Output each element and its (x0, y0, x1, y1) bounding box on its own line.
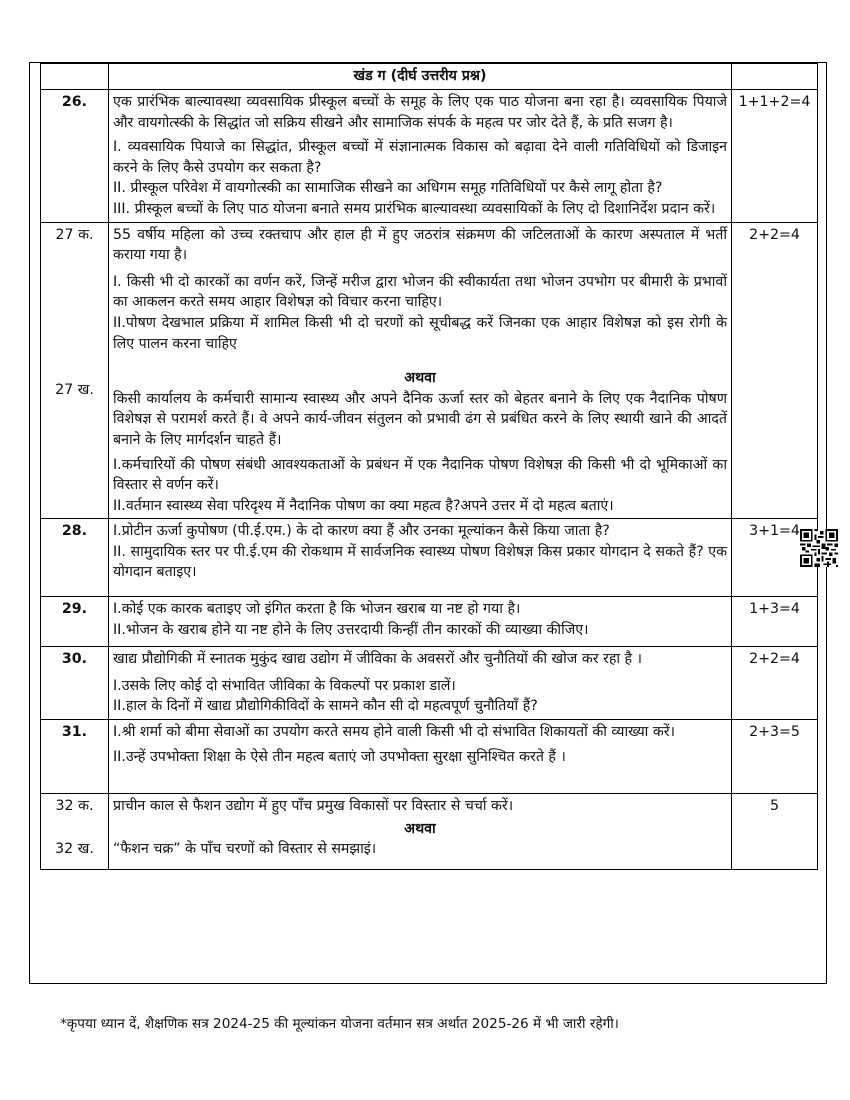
question-marks: 2+2=4 (732, 647, 818, 720)
question-row-29 (41, 597, 818, 647)
question-line: “फैशन चक्र” के पाँच चरणों को विस्तार से समझाइं। (113, 841, 377, 858)
question-row-30 (41, 647, 818, 720)
question-row-26 (41, 90, 818, 223)
question-number (41, 222, 109, 519)
question-table (40, 63, 818, 870)
question-marks: 3+1=4 (732, 519, 818, 597)
question-line: II.हाल के दिनों में खाद्य प्रौद्योगिकीविदों के सामने कौन सी दो महत्वपूर्ण चुनौतियाँ हैं? (113, 698, 538, 715)
question-line: II.उन्हें उपभोक्ता शिक्षा के ऐसे तीन महत्व बताएं जो उपभोक्ता सुरक्षा सुनिश्चित करते हैं । (113, 748, 566, 765)
question-line: I.उसके लिए कोई दो संभावित जीविका के विकल्पों पर प्रकाश डालें। (113, 677, 456, 694)
section-title: खंड ग (दीर्घ उत्तरीय प्रश्न) (109, 64, 732, 90)
question-number (41, 794, 109, 870)
question-line: I. व्यवसायिक पियाजे का सिद्धांत, प्रीस्कूल बच्चों में संज्ञानात्मक विकास को बढ़ावा देने वाली गतिविधियों को डिजाइन करने के लिए कैसे उपयोग कर सकता है? (113, 139, 727, 176)
question-marks: 2+3=5 (732, 720, 818, 794)
question-row-32 (41, 794, 818, 870)
question-number: 29. (41, 597, 109, 647)
question-line: खाद्य प्रौद्योगिकी में स्नातक मुकुंद खाद्य उद्योग में जीविका के अवसरों और चुनौतियों की खोज कर रहा है । (113, 651, 642, 668)
question-line: एक प्रारंभिक बाल्यावस्था व्यवसायिक प्रीस्कूल बच्चों के समूह के लिए एक पाठ योजना बना रहा है। व्यवसायिक पियाजे और वायगोत्स्की के सिद्धांत जो सक्रिय सीखने और सामाजिक संपर्क के महत्व पर जोर देते हैं, के प्रति सजग है। (113, 94, 727, 131)
question-row-28 (41, 519, 818, 597)
question-text (109, 597, 732, 647)
question-line: 55 वर्षीय महिला को उच्च रक्तचाप और हाल ही में हुए जठरांत्र संक्रमण की जटिलताओं के कारण अस्पताल में भर्ती कराया गया है। (113, 226, 727, 264)
question-marks: 2+2=4 (732, 222, 818, 519)
question-marks: 5 (732, 794, 818, 870)
question-number: 26. (41, 90, 109, 223)
question-number-alt: 32 ख. (55, 840, 94, 857)
qr-code-icon (800, 527, 838, 569)
question-line: I. किसी भी दो कारकों का वर्णन करें, जिन्हें मरीज द्वारा भोजन की स्वीकार्यता तथा भोजन उपभोग पर बीमारी के प्रभावों का आकलन करते समय आहार विशेषज्ञ को विचार करना चाहिए। (113, 273, 727, 311)
question-text (109, 90, 732, 223)
question-line: II.भोजन के खराब होने या नष्ट होने के लिए उत्तरदायी किन्हीं तीन कारकों की व्याख्या कीजिए। (113, 621, 589, 638)
question-line: II. सामुदायिक स्तर पर पी.ई.एम की रोकथाम में सार्वजनिक स्वास्थ्य पोषण विशेषज्ञ किस प्रकार योगदान दे सकते हैं? एक योगदान बताइए। (113, 543, 727, 581)
question-line: I.प्रोटीन ऊर्जा कुपोषण (पी.ई.एम.) के दो कारण क्या हैं और उनका मूल्यांकन कैसे किया जाता है? (113, 523, 610, 540)
question-line: II.वर्तमान स्वास्थ्य सेवा परिदृश्य में नैदानिक पोषण का क्या महत्व है?अपने उत्तर में दो महत्व बताएं। (113, 497, 614, 514)
question-marks: 1+3=4 (732, 597, 818, 647)
or-label: अथवा (404, 820, 436, 837)
question-number-alt: 27 ख. (55, 382, 94, 399)
question-text (109, 720, 732, 794)
question-line: II.पोषण देखभाल प्रक्रिया में शामिल किसी भी दो चरणों को सूचीबद्ध करें जिनका एक आहार विशेषज्ञ को इस रोगी के लिए पालन करना चाहिए (113, 314, 727, 352)
section-header-row (41, 64, 818, 90)
or-label: अथवा (404, 370, 436, 387)
question-text (109, 222, 732, 519)
question-number: 28. (41, 519, 109, 597)
question-number-main: 32 क. (55, 798, 94, 815)
question-number: 31. (41, 720, 109, 794)
footnote: *कृपया ध्यान दें, शैक्षणिक सत्र 2024-25 की मूल्यांकन योजना वर्तमान सत्र अर्थात 2025-26 में भी जारी रहेगी। (60, 1016, 619, 1032)
question-row-31 (41, 720, 818, 794)
question-line: किसी कार्यालय के कर्मचारी सामान्य स्वास्थ्य और अपने दैनिक ऊर्जा स्तर को बेहतर बनाने के लिए एक नैदानिक पोषण विशेषज्ञ से परामर्श करते हैं। वे अपने कार्य-जीवन संतुलन को प्रभावी ढंग से प्रबंधित करने के लिए स्थायी खाने की आदतें बनाने के लिए मार्गदर्शन चाहते हैं। (113, 390, 727, 448)
question-line: I.श्री शर्मा को बीमा सेवाओं का उपयोग करते समय होने वाली किसी भी दो संभावित शिकायतों की व्याख्या करें। (113, 724, 675, 741)
question-line: I.कोई एक कारक बताइए जो इंगित करता है कि भोजन खराब या नष्ट हो गया है। (113, 601, 521, 618)
question-line: प्राचीन काल से फैशन उद्योग में हुए पाँच प्रमुख विकासों पर विस्तार से चर्चा करें। (113, 798, 514, 815)
question-text (109, 519, 732, 597)
question-line: I.कर्मचारियों की पोषण संबंधी आवश्यकताओं के प्रबंधन में एक नैदानिक पोषण विशेषज्ञ की किसी भी दो भूमिकाओं का विस्तार से वर्णन करें। (113, 456, 727, 494)
question-number: 30. (41, 647, 109, 720)
question-line: III. प्रीस्कूल बच्चों के लिए पाठ योजना बनाते समय प्रारंभिक बाल्यावस्था व्यवसायिकों के लिए दो दिशानिर्देश प्रदान करें। (113, 200, 716, 217)
question-marks: 1+1+2=4 (732, 90, 818, 223)
question-line: II. प्रीस्कूल परिवेश में वायगोत्स्की का सामाजिक सीखने का अधिगम समूह गतिविधियों पर कैसे लागू होता है? (113, 180, 663, 197)
question-text (109, 647, 732, 720)
question-text (109, 794, 732, 870)
question-row-27 (41, 222, 818, 519)
question-number-main: 27 क. (55, 226, 94, 243)
